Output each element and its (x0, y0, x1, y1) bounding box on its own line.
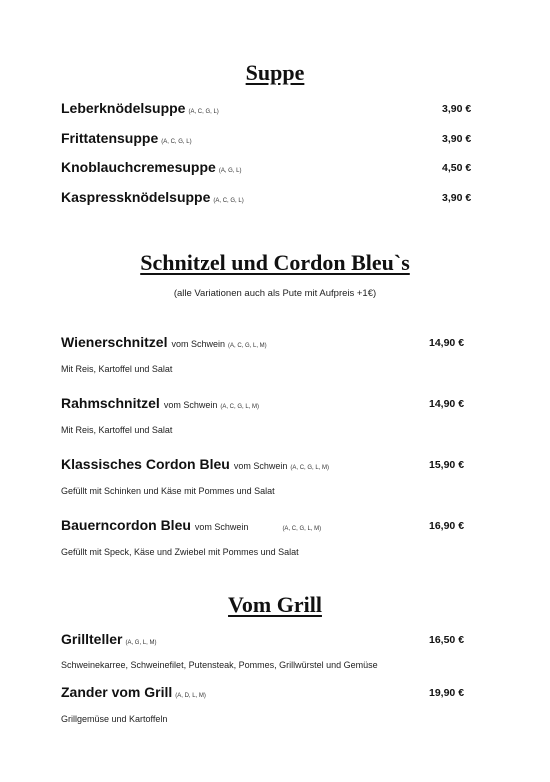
dish-name: Knoblauchcremesuppe (61, 159, 216, 175)
allergen-codes: (A, C, G, L, M) (228, 343, 267, 349)
menu-item-name-row (61, 684, 206, 702)
section-note: (alle Variationen auch als Pute mit Aufpreis +1€) (173, 288, 377, 299)
dish-price: 3,90 € (442, 133, 472, 145)
menu-item-name-row (61, 334, 267, 352)
menu-item-name-row (61, 631, 156, 649)
allergen-codes: (A, C, G, L) (213, 198, 244, 204)
dish-name: Bauerncordon Bleu (61, 517, 191, 533)
dish-name: Zander vom Grill (61, 684, 173, 700)
menu-item-name-row (61, 159, 242, 177)
allergen-codes: (A, C, G, L) (161, 139, 192, 145)
menu-item-name-row (61, 130, 192, 148)
dish-qualifier: vom Schwein (163, 400, 218, 410)
section-heading-suppe: Suppe (245, 60, 305, 85)
dish-price: 16,90 € (429, 520, 465, 532)
dish-name: Leberknödelsuppe (61, 100, 186, 116)
dish-description: Mit Reis, Kartoffel und Salat (61, 364, 173, 374)
dish-price: 3,90 € (442, 192, 472, 204)
dish-price: 15,90 € (429, 459, 465, 471)
menu-item-name-row (61, 395, 259, 413)
dish-name: Wienerschnitzel (61, 334, 168, 350)
allergen-codes: (A, C, G, L, M) (220, 404, 260, 410)
dish-price: 14,90 € (429, 398, 465, 410)
menu-item-name-row (61, 100, 219, 118)
dish-description: Gefüllt mit Schinken und Käse mit Pommes und Salat (61, 486, 275, 496)
dish-price: 3,90 € (442, 103, 472, 115)
allergen-codes: (A, G, L) (218, 168, 242, 174)
dish-qualifier: vom Schwein (233, 461, 288, 471)
allergen-codes: (A, C, G, L, M) (282, 526, 322, 532)
section-heading-schnitzel: Schnitzel und Cordon Bleu`s (140, 250, 410, 275)
menu-item-name-row (61, 456, 329, 474)
allergen-codes: (A, G, L, M) (125, 640, 157, 646)
dish-price: 19,90 € (429, 687, 465, 699)
dish-description: Schweinekarree, Schweinefilet, Putensteak, Pommes, Grillwürstel und Gemüse (61, 660, 378, 670)
section-heading-grill: Vom Grill (228, 592, 322, 617)
dish-name: Rahmschnitzel (61, 395, 160, 411)
dish-price: 14,90 € (429, 337, 465, 349)
dish-price: 4,50 € (442, 162, 472, 174)
dish-name: Frittatensuppe (61, 130, 159, 146)
allergen-codes: (A, D, L, M) (175, 693, 206, 699)
dish-name: Klassisches Cordon Bleu (61, 456, 230, 472)
dish-price: 16,50 € (429, 634, 465, 646)
dish-name: Grillteller (61, 631, 123, 647)
menu-item-name-row (61, 517, 321, 535)
allergen-codes: (A, C, G, L) (188, 109, 219, 115)
dish-description: Mit Reis, Kartoffel und Salat (61, 425, 173, 435)
menu-item-name-row (61, 189, 244, 207)
dish-description: Gefüllt mit Speck, Käse und Zwiebel mit Pommes und Salat (61, 547, 299, 557)
dish-description: Grillgemüse und Kartoffeln (61, 714, 168, 724)
allergen-codes: (A, C, G, L, M) (290, 465, 330, 471)
dish-name: Kaspressknödelsuppe (61, 189, 211, 205)
dish-qualifier: vom Schwein (171, 339, 225, 349)
dish-qualifier: vom Schwein (194, 522, 249, 532)
